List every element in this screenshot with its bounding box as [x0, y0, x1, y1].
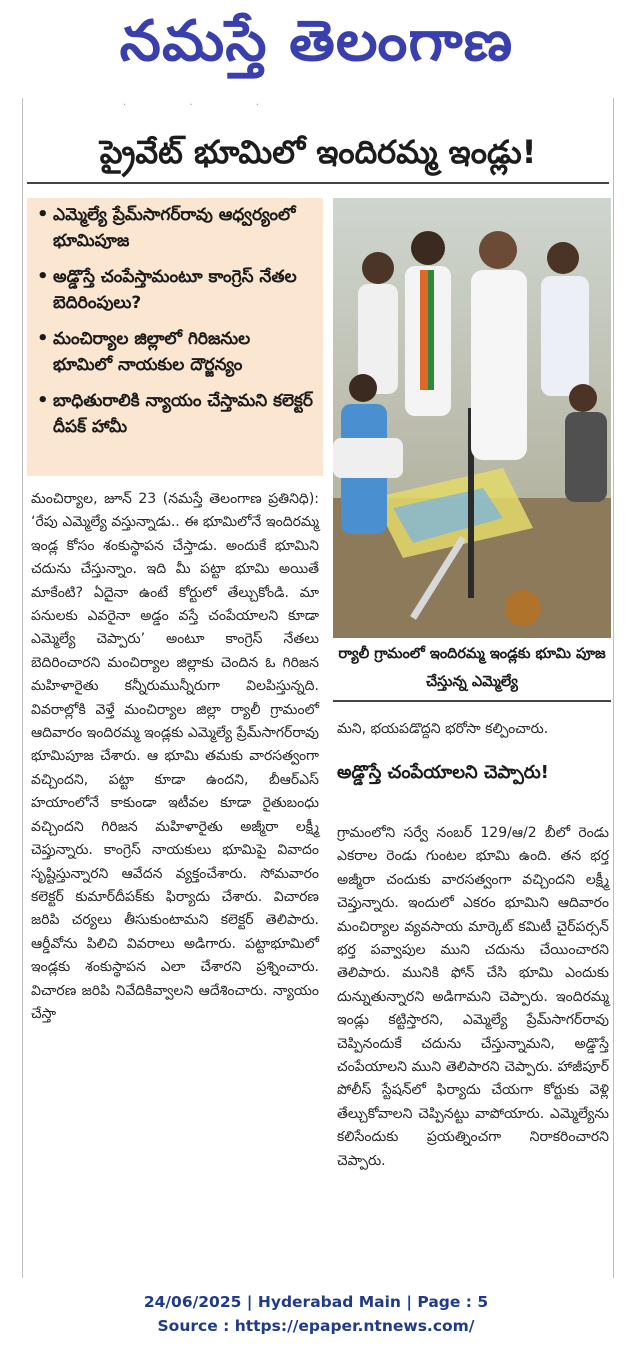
highlights-box [27, 198, 323, 476]
top-divider-dots: · · · [123, 100, 289, 111]
article-body-right-top: మని, భయపడొద్దని భరోసా కల్పించారు. [337, 721, 549, 737]
photo-caption: ర్యాలీ గ్రామంలో ఇందిరమ్మ ఇండ్లకు భూమి పూజ చేస్తున్న ఎమ్మెల్యే [333, 640, 611, 702]
highlight-item: • బాధితురాలికి న్యాయం చేస్తామని కలెక్టర్ దీపక్ హామీ [27, 384, 323, 446]
photo-illustration [333, 198, 611, 638]
article-headline: ప్రైవేట్ భూమిలో ఇందిరమ్మ ఇండ్లు! [99, 133, 537, 171]
footer-source: Source : https://epaper.ntnews.com/ [157, 1317, 475, 1335]
bullet-icon: • [37, 266, 49, 287]
bullet-icon: • [37, 204, 49, 225]
bullet-icon: • [37, 390, 49, 411]
masthead-logo: నమస్తే తెలంగాణ [119, 9, 513, 74]
article-page [22, 98, 614, 1278]
article-body-left: మంచిర్యాల, జూన్ 23 (నమస్తే తెలంగాణ ప్రతినిధి): ‘రేపు ఎమ్మెల్యే వస్తున్నాడు.. ఈ భూమిలోనే ఇందిరమ్మ ఇండ్ల కోసం శంకుస్థాపన చేస్తాడు. అందుకే భూమిని చదును చేస్తున్నాం. ఇది మీ పట్టా భూమి అయితే మాకేంటి? ఏదైనా ఉంటే కోర్టులో తేల్చుకోండి. మా పనులకు ఎవరైనా అడ్డం వస్తే చంపేయాలని కూడా ఎమ్మెల్యే చెప్పారు’ అంటూ కాంగ్రెస్ నేతలు బెదిరించారని మంచిర్యాల జిల్లాకు చెందిన ఓ గిరిజన మహిళారైతు కన్నీరుమున్నీరుగా విలపిస్తున్నది. వివరాల్లోకి వెళ్తే మంచిర్యాల జిల్లా ర్యాలీ గ్రామంలో ఆదివారం ఇందిరమ్మ ఇండ్లకు ఎమ్మెల్యే ప్రేమ్‌సాగర్‌రావు భూమిపూజ చేశారు. ఆ భూమి తమకు వారసత్వంగా వచ్చిందని, పట్టా కూడా ఉందని, బీఆర్‌ఎస్ హయాంలోనే కాకుండా ఇటీవల కూడా రైతుబంధు వచ్చిందని గిరిజన మహిళారైతు అజ్మీరా లక్ష్మీ చెప్తున్నారు. కాంగ్రెస్ నాయకులు భూమిపై వివాదం సృష్టిస్తున్నారని ఆవేదన వ్యక్తంచేశారు. సోమవారం కలెక్టర్ కుమార్‌దీపక్‌కు ఫిర్యాదు చేశారు. విచారణ జరిపి చర్యలు తీసుకుంటామని కలెక్టర్ తెలిపారు. ఆర్డీవోను పిలిచి వివరాలు అడిగారు. పట్టాభూమిలో ఇండ్లకు శంకుస్థాపన ఎలా చేశారని ప్రశ్నించారు. విచారణ జరిపి నివేదికివ్వాలని ఆదేశించారు. న్యాయం చేస్తా [31, 491, 319, 1022]
page-footer [0, 1290, 632, 1338]
headline-rule [27, 182, 609, 184]
highlight-item: • అడ్డొస్తే చంపేస్తామంటూ కాంగ్రెస్ నేతల బెదిరింపులు? [27, 260, 323, 322]
masthead [0, 0, 632, 88]
bullet-icon: • [37, 328, 49, 349]
article-body-right: గ్రామంలోని సర్వే నంబర్ 129/ఆ/2 బీలో రెండు ఎకరాల రెండు గుంటల భూమి ఉంది. తన భర్త అజ్మీరా చందుకు వారసత్వంగా వచ్చిందని లక్ష్మీ చెప్తున్నారు. ఇందులో ఎకరం భూమిని ఆదివారం మంచిర్యాల వ్యవసాయ మార్కెట్ కమిటీ చైర్‌పర్సన్ భర్త పవ్వాపుల ముని చదును చేయించారని తెలిపారు. మునికి ఫోన్ చేసి భూమి ఎందుకు దున్నుతున్నారని అడిగామని చెప్పారు. ఇందిరమ్మ ఇండ్లు కట్టిస్తారని, ఎమ్మెల్యే ప్రేమ్‌సాగర్‌రావు చెప్పినందుకే చదును చేస్తున్నామని, అడ్డొస్తే చంపేయాలని ముని తెలిపారని చెప్పారు. హాజీపూర్ పోలీస్ స్టేషన్‌లో ఫిర్యాదు చేయగా కోర్టుకు వెళ్లి తేల్చుకోవాలని చెప్పినట్టు వాపోయారు. ఎమ్మెల్యేను కలిసేందుకు ప్రయత్నించగా నిరాకరించారని చెప్పారు. [337, 825, 609, 1169]
footer-date-edition: 24/06/2025 | Hyderabad Main | Page : 5 [143, 1293, 489, 1311]
article-subheading: అడ్డొస్తే చంపేయాలని చెప్పారు! [337, 762, 549, 783]
highlight-item: • మంచిర్యాల జిల్లాలో గిరిజనుల భూమిలో నాయకుల దౌర్జన్యం [27, 322, 323, 384]
news-photo [333, 198, 611, 638]
highlight-item: • ఎమ్మెల్యే ప్రేమ్‌సాగర్‌రావు ఆధ్వర్యంలో భూమిపూజ [27, 198, 323, 260]
